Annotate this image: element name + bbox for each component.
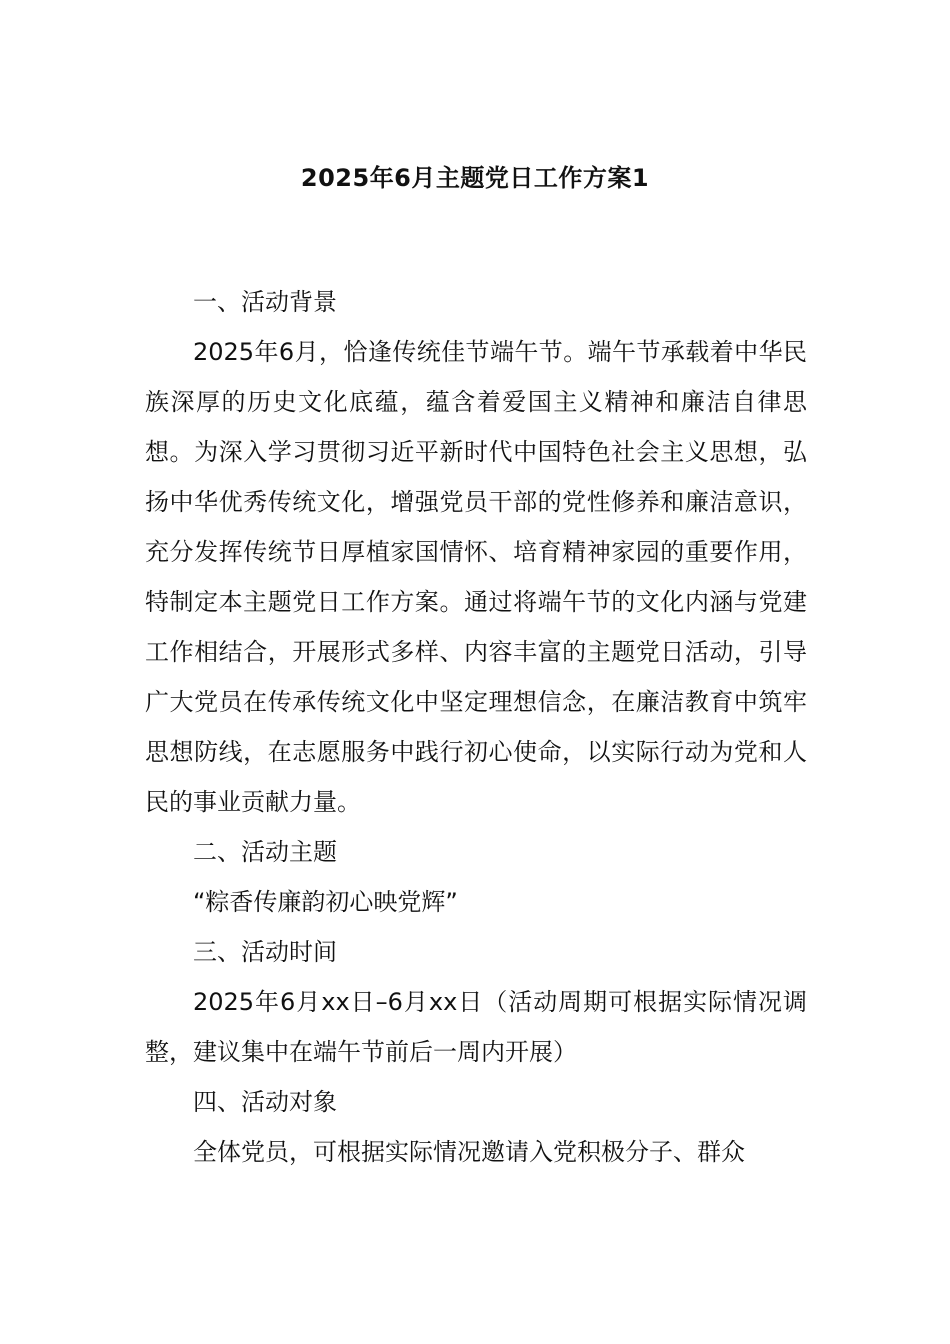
section-heading-audience: 四、活动对象 [193, 1088, 337, 1116]
section-body-audience: 全体党员，可根据实际情况邀请入党积极分子、群众 [193, 1138, 745, 1166]
section-body-theme: “粽香传廉韵初心映党辉” [193, 888, 458, 916]
section-heading-theme: 二、活动主题 [193, 838, 337, 866]
document-body [145, 277, 807, 1177]
section-body-time: 2025年6月xx日–6月xx日（活动周期可根据实际情况调整，建议集中在端午节前后一周内开展） [145, 988, 807, 1066]
section-heading-time: 三、活动时间 [193, 938, 337, 966]
section-body-background: 2025年6月，恰逢传统佳节端午节。端午节承载着中华民族深厚的历史文化底蕴，蕴含着爱国主义精神和廉洁自律思想。为深入学习贯彻习近平新时代中国特色社会主义思想，弘扬中华优秀传统文化，增强党员干部的党性修养和廉洁意识，充分发挥传统节日厚植家国情怀、培育精神家园的重要作用，特制定本主题党日工作方案。通过将端午节的文化内涵与党建工作相结合，开展形式多样、内容丰富的主题党日活动，引导广大党员在传承传统文化中坚定理想信念，在廉洁教育中筑牢思想防线，在志愿服务中践行初心使命，以实际行动为党和人民的事业贡献力量。 [145, 338, 807, 816]
document-title: 2025年6月主题党日工作方案1 [300, 164, 650, 192]
section-heading-background: 一、活动背景 [193, 288, 337, 316]
